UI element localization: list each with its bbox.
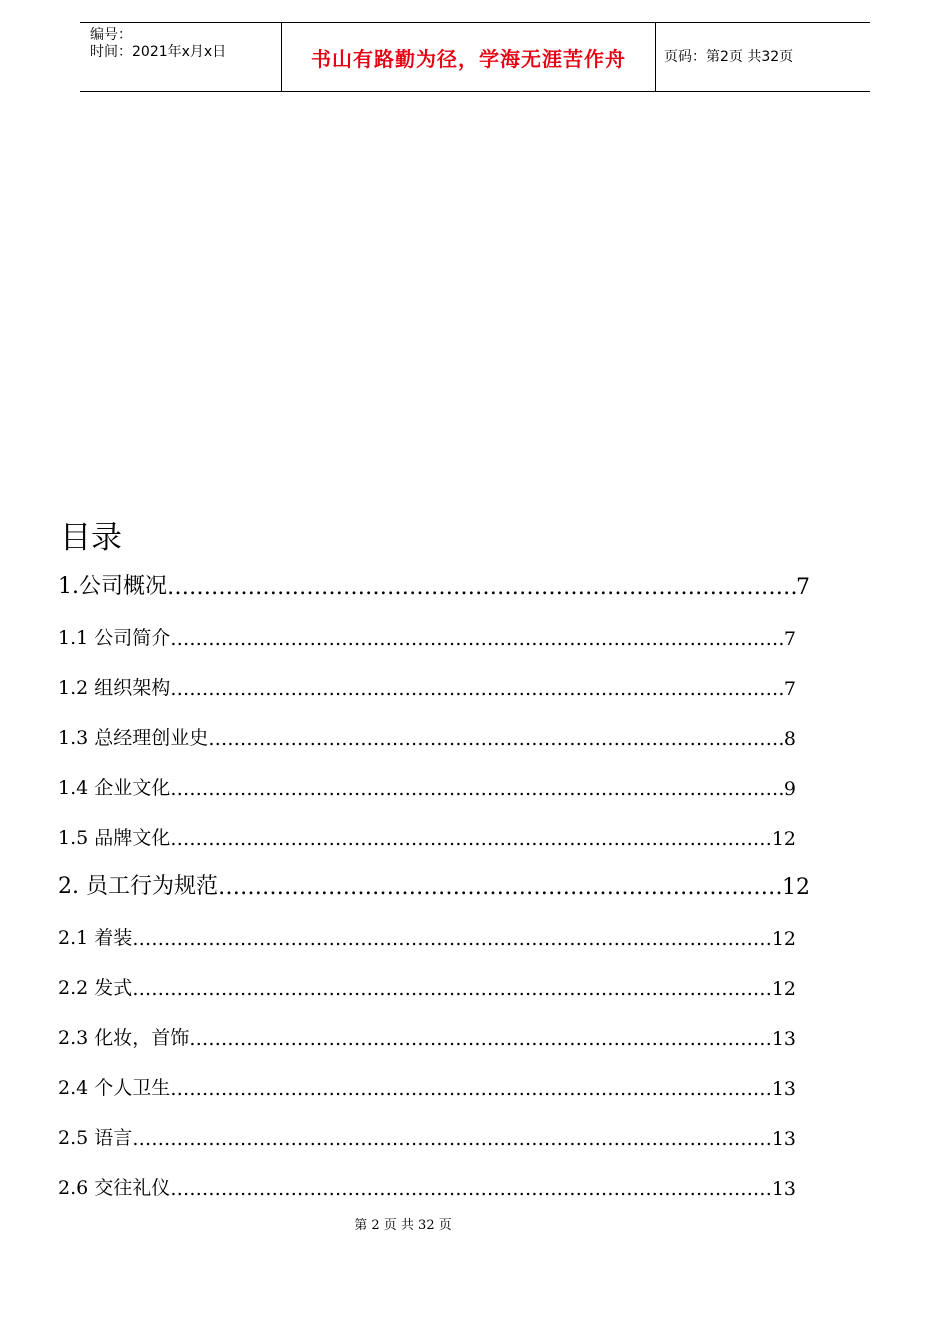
toc-entry[interactable] (58, 1116, 796, 1150)
toc-entry[interactable] (58, 1166, 796, 1200)
toc-entry[interactable] (58, 1016, 796, 1050)
footer-page-number: 第 2 页 共 32 页 (354, 1218, 452, 1233)
toc-entry-label: 2. 员工行为规范 (58, 874, 218, 899)
toc-entry-page: 8 (783, 728, 796, 750)
document-number-label: 编号： (90, 27, 132, 43)
toc-dot-leader (170, 1178, 772, 1200)
page-footer (0, 1214, 950, 1233)
toc-dot-leader (189, 1028, 772, 1050)
toc-entry[interactable] (58, 766, 796, 800)
toc-entry-page: 9 (783, 778, 796, 800)
toc-dot-leader (132, 978, 772, 1000)
toc-entry[interactable] (58, 916, 796, 950)
toc-entry[interactable] (58, 616, 796, 650)
toc-dot-leader (170, 828, 772, 850)
toc-entry-label: 1.公司概况 (58, 574, 167, 599)
toc-entry[interactable] (58, 566, 810, 600)
toc-dot-leader (170, 678, 784, 700)
toc-dot-leader (132, 928, 772, 950)
toc-entry-label: 2.5 语言 (58, 1127, 133, 1149)
toc-entry-page: 12 (771, 828, 796, 850)
toc-entry-label: 2.4 个人卫生 (58, 1077, 171, 1099)
page-header (80, 22, 870, 92)
header-meta (80, 23, 281, 91)
toc-title: 目录 (60, 520, 122, 556)
toc-entry-page: 13 (771, 1078, 796, 1100)
header-page-info: 页码：第2页 共32页 (664, 48, 794, 65)
toc-entry-page: 12 (782, 875, 810, 900)
toc-entry-page: 7 (783, 628, 796, 650)
toc-entry-label: 2.6 交往礼仪 (58, 1177, 171, 1199)
toc-entry-page: 13 (771, 1128, 796, 1150)
toc-entry-page: 7 (783, 678, 796, 700)
toc-entry[interactable] (58, 1066, 796, 1100)
toc-dot-leader (170, 1078, 772, 1100)
toc-entry-label: 1.1 公司简介 (58, 627, 171, 649)
header-motto-cell (281, 23, 656, 91)
toc-entry-label: 2.1 着装 (58, 927, 133, 949)
toc-entry-page: 13 (771, 1178, 796, 1200)
toc-entry-label: 1.4 企业文化 (58, 777, 171, 799)
toc-dot-leader (170, 628, 784, 650)
header-page-cell (656, 23, 870, 91)
toc-entry-label: 2.2 发式 (58, 977, 133, 999)
toc-entry-label: 1.5 品牌文化 (58, 827, 171, 849)
toc-dot-leader (208, 728, 784, 750)
toc-entry-page: 7 (796, 575, 810, 600)
toc-dot-leader (167, 575, 796, 600)
toc-entry[interactable] (58, 966, 796, 1000)
toc-entry-page: 12 (771, 928, 796, 950)
toc-entry-page: 12 (771, 978, 796, 1000)
toc-dot-leader (170, 778, 784, 800)
toc-entry[interactable] (58, 866, 810, 900)
document-time-label: 时间：2021年x月x日 (90, 44, 227, 60)
toc-entry[interactable] (58, 666, 796, 700)
header-motto: 书山有路勤为径，学海无涯苦作舟 (311, 46, 626, 71)
toc-dot-leader (132, 1128, 772, 1150)
toc-dot-leader (218, 875, 782, 900)
toc-entry-label: 1.2 组织架构 (58, 677, 171, 699)
toc-entry-page: 13 (771, 1028, 796, 1050)
toc-entry-label: 2.3 化妆，首饰 (58, 1027, 190, 1049)
toc-entry-label: 1.3 总经理创业史 (58, 727, 209, 749)
toc-entry[interactable] (58, 816, 796, 850)
toc-entry[interactable] (58, 716, 796, 750)
